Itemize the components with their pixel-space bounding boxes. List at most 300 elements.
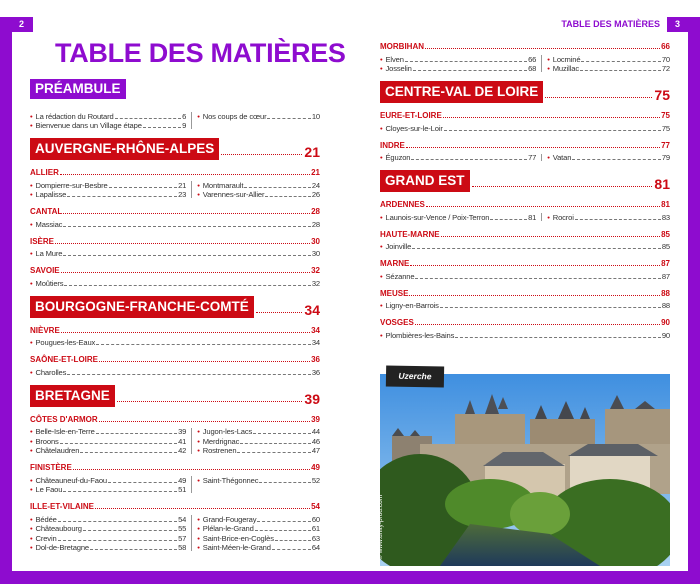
dot-leader (67, 374, 311, 375)
department-heading[interactable] (30, 166, 320, 177)
entry-page: 47 (311, 446, 320, 455)
dot-leader (581, 61, 660, 62)
entry-column-left (30, 514, 186, 552)
page-number-right: 3 (667, 17, 700, 32)
toc-entry[interactable] (547, 212, 670, 222)
department-page: 36 (311, 355, 320, 364)
dot-leader (143, 127, 181, 128)
bullet-icon: • (30, 543, 33, 552)
entry-name: Montmarault (202, 180, 244, 190)
dot-leader (240, 443, 311, 444)
department-title: MARNE (380, 259, 410, 268)
department-title: FINISTÈRE (30, 463, 72, 472)
entry-page: 39 (178, 427, 187, 436)
department-title: NIÈVRE (30, 325, 60, 335)
entry-name: Josselin (385, 64, 412, 73)
entry-list (380, 54, 670, 73)
toc-entry[interactable] (197, 180, 320, 190)
toc-entry[interactable] (197, 446, 320, 456)
dot-leader (272, 549, 311, 550)
bullet-icon: • (30, 219, 33, 229)
column-divider (541, 213, 542, 221)
department-heading[interactable] (380, 228, 670, 239)
entry-page: 72 (661, 64, 670, 73)
department-title: CANTAL (30, 207, 63, 216)
entry-page: 49 (178, 475, 187, 485)
page-title: TABLE DES MATIÈRES (55, 38, 346, 68)
department-heading[interactable] (380, 109, 670, 120)
column-divider (541, 154, 542, 162)
dot-leader (575, 219, 661, 220)
dot-leader (67, 196, 177, 197)
bullet-icon: • (547, 212, 550, 222)
entry-column (30, 249, 320, 259)
dot-leader (96, 433, 177, 434)
entry-list (30, 278, 320, 288)
toc-entry[interactable] (30, 524, 186, 534)
entry-page: 21 (178, 180, 187, 190)
department-title: SAÔNE-ET-LOIRE (30, 355, 99, 364)
dot-leader (275, 540, 311, 541)
entry-page: 68 (528, 64, 537, 73)
entry-page: 34 (311, 338, 320, 347)
region-heading[interactable] (30, 296, 320, 318)
entry-page: 63 (311, 533, 320, 543)
entry-name: Rostrenen (202, 446, 237, 455)
entry-list (380, 153, 670, 163)
entry-name: Saint-Méen-le-Grand (202, 543, 271, 552)
toc-entry[interactable] (197, 524, 320, 534)
entry-name: Moûtiers (35, 278, 64, 288)
entry-name: Jugon-les-Lacs (202, 427, 253, 436)
department-page: 49 (311, 463, 320, 472)
entry-name: Éguzon (385, 153, 411, 162)
dot-leader (443, 117, 660, 118)
dot-leader (115, 118, 182, 119)
entry-name: Merdrignac (202, 436, 240, 446)
department-page: 81 (661, 200, 670, 209)
entry-column-right (197, 475, 320, 494)
entry-name: Muzillac (552, 64, 579, 73)
entry-column-left (30, 427, 186, 456)
toc-entry[interactable] (197, 190, 320, 200)
dot-leader (405, 61, 527, 62)
entry-name: Lapalisse (35, 190, 67, 199)
dot-leader (99, 361, 310, 362)
entry-page: 60 (311, 514, 320, 524)
department-title: EURE-ET-LOIRE (380, 111, 442, 120)
bullet-icon: • (197, 427, 200, 436)
dot-leader (60, 174, 310, 175)
bullet-icon: • (197, 514, 200, 524)
entry-list (380, 330, 670, 340)
entry-page: 79 (661, 153, 670, 162)
toc-entry[interactable] (380, 242, 670, 252)
department-title: ILLE-ET-VILAINE (30, 502, 94, 511)
entry-column-right (547, 54, 670, 73)
dot-leader (265, 196, 311, 197)
bullet-icon: • (197, 436, 200, 446)
bullet-icon: • (197, 524, 200, 533)
department-title: INDRE (380, 140, 405, 150)
column-divider (191, 428, 192, 455)
dot-leader (455, 337, 661, 338)
dot-leader (58, 540, 178, 541)
running-head: TABLE DES MATIÈRES (561, 19, 660, 29)
dot-leader (61, 272, 310, 273)
entry-page: 61 (311, 524, 320, 533)
entry-page: 32 (311, 278, 320, 288)
department-title: ISÈRE (30, 236, 55, 246)
region-title: BRETAGNE (30, 385, 115, 407)
department-page: 30 (311, 236, 320, 246)
dot-leader (440, 307, 661, 308)
bullet-icon: • (197, 543, 200, 552)
dot-leader (95, 508, 310, 509)
department-heading[interactable] (380, 316, 670, 327)
entry-page: 90 (661, 330, 670, 340)
toc-entry[interactable] (30, 475, 186, 485)
entry-page: 46 (311, 436, 320, 446)
toc-entry[interactable] (30, 514, 186, 524)
bullet-icon: • (547, 153, 550, 162)
entry-page: 42 (178, 446, 187, 455)
entry-list (380, 242, 670, 252)
entry-page: 52 (311, 475, 320, 485)
toc-entry[interactable] (30, 367, 320, 377)
entry-list (380, 212, 670, 222)
entry-column-left (380, 212, 536, 222)
entry-page: 36 (311, 367, 320, 377)
dot-leader (580, 70, 661, 71)
entry-name: Broons (35, 436, 59, 446)
toc-entry[interactable] (30, 427, 186, 437)
toc-entry[interactable] (547, 54, 670, 64)
entry-column-right (197, 514, 320, 552)
bullet-icon: • (30, 190, 33, 199)
department-page: 90 (661, 318, 670, 327)
dot-leader (415, 278, 660, 279)
entry-list (30, 427, 320, 456)
entry-list (30, 180, 320, 199)
toc-entry[interactable] (380, 54, 536, 64)
dot-leader (63, 491, 177, 492)
toc-entry[interactable] (547, 64, 670, 74)
dot-leader (221, 154, 302, 155)
section-preambule: PRÉAMBULE (30, 79, 126, 99)
toc-entry[interactable] (197, 475, 320, 485)
entry-name: Sézanne (385, 271, 415, 281)
entry-column (380, 123, 670, 133)
entry-name: Bédée (35, 514, 57, 524)
dot-leader (490, 219, 527, 220)
entry-name: Joinville (385, 242, 412, 251)
bullet-icon: • (197, 533, 200, 543)
department-heading[interactable] (30, 461, 320, 472)
dot-leader (410, 265, 660, 266)
bullet-icon: • (30, 533, 33, 543)
region-heading[interactable] (380, 81, 670, 103)
bullet-icon: • (197, 111, 200, 121)
department-heading[interactable] (380, 198, 670, 209)
region-title: GRAND EST (380, 170, 470, 192)
column-divider (191, 515, 192, 551)
bullet-icon: • (197, 190, 200, 199)
entry-name: Châteauneuf-du-Faou (35, 475, 107, 485)
entry-page: 83 (661, 212, 670, 222)
dot-leader (411, 159, 527, 160)
bullet-icon: • (30, 249, 33, 258)
dot-leader (109, 187, 177, 188)
toc-entry[interactable] (30, 543, 186, 553)
dot-leader (425, 48, 660, 49)
entry-column-left (30, 475, 186, 494)
department-title: HAUTE-MARNE (380, 229, 440, 239)
department-heading[interactable] (380, 139, 670, 150)
column-divider (191, 476, 192, 493)
entry-list (30, 338, 320, 348)
entry-page: 23 (178, 190, 187, 199)
photo-credit: © www.unity-prod.com (377, 494, 384, 560)
entry-name: Vatan (552, 153, 572, 162)
toc-entry[interactable] (30, 190, 186, 200)
dot-leader (259, 482, 311, 483)
region-page: 21 (304, 144, 320, 160)
department-heading[interactable] (30, 500, 320, 511)
toc-entry[interactable] (380, 330, 670, 340)
department-page: 32 (311, 266, 320, 275)
toc-entry[interactable] (30, 446, 186, 456)
region-title: BOURGOGNE-FRANCHE-COMTÉ (30, 296, 254, 318)
dot-leader (253, 433, 311, 434)
region-page: 81 (654, 176, 670, 192)
entry-name: La rédaction du Routard (35, 111, 114, 121)
toc-entry[interactable] (30, 278, 320, 288)
bullet-icon: • (197, 475, 200, 485)
entry-list (380, 301, 670, 311)
bullet-icon: • (197, 446, 200, 455)
toc-entry[interactable] (30, 436, 186, 446)
entry-list (30, 475, 320, 494)
department-heading[interactable] (380, 287, 670, 298)
page-number-left: 2 (0, 17, 33, 32)
entry-list (380, 123, 670, 133)
department-page: 39 (311, 414, 320, 424)
entry-page: 87 (661, 271, 670, 281)
entry-name: Saint-Brice-en-Coglès (202, 533, 274, 543)
toc-left-column (30, 79, 320, 558)
entry-page: 41 (178, 436, 187, 446)
bullet-icon: • (30, 367, 33, 377)
entry-name: Massiac (35, 219, 63, 229)
dot-leader (426, 206, 660, 207)
dot-leader (444, 130, 661, 131)
department-title: MEUSE (380, 288, 409, 298)
entry-name: Le Faou (35, 485, 63, 494)
department-page: 66 (661, 42, 670, 51)
department-page: 85 (661, 229, 670, 239)
entry-name: Crevin (35, 533, 57, 543)
department-heading[interactable] (380, 257, 670, 268)
toc-entry[interactable] (380, 123, 670, 133)
department-heading[interactable] (30, 413, 320, 424)
entry-page: 55 (178, 524, 187, 533)
bullet-icon: • (30, 446, 33, 455)
toc-entry[interactable] (30, 249, 320, 259)
entry-name: Locminé (552, 54, 581, 64)
department-heading[interactable] (30, 205, 320, 216)
entry-column (30, 338, 320, 348)
department-title: MORBIHAN (380, 42, 424, 51)
entry-name: Saint-Thégonnec (202, 475, 259, 485)
region-page: 39 (304, 390, 320, 407)
department-heading[interactable] (30, 324, 320, 335)
entry-page: 9 (182, 121, 187, 130)
bullet-icon: • (30, 436, 33, 446)
entry-name: Ligny-en-Barrois (385, 301, 439, 310)
entry-column-right (547, 212, 670, 222)
dot-leader (63, 255, 311, 256)
entry-page: 85 (661, 242, 670, 251)
entry-page: 6 (182, 111, 187, 121)
toc-entry[interactable] (30, 121, 186, 131)
region-heading[interactable] (30, 138, 320, 160)
entry-page: 77 (528, 153, 537, 162)
entry-name: Nos coups de cœur (202, 111, 267, 121)
region-heading[interactable] (380, 170, 670, 192)
department-page: 54 (311, 502, 320, 511)
toc-entry[interactable] (380, 64, 536, 74)
photo-uzerche (380, 374, 670, 566)
entry-name: La Mure (35, 249, 63, 258)
bullet-icon: • (380, 64, 383, 73)
bullet-icon: • (380, 153, 383, 162)
entry-page: 75 (661, 123, 670, 133)
toc-entry[interactable] (30, 338, 320, 348)
dot-leader (83, 530, 177, 531)
dot-leader (61, 332, 310, 333)
bullet-icon: • (380, 330, 383, 340)
bottom-bar (0, 571, 700, 584)
bullet-icon: • (380, 242, 383, 251)
entry-name: Cloyes-sur-le-Loir (385, 123, 443, 133)
entry-name: Bienvenue dans un Village étape (35, 121, 142, 130)
toc-entry[interactable] (197, 514, 320, 524)
dot-leader (267, 118, 310, 119)
bullet-icon: • (380, 212, 383, 222)
dot-leader (80, 452, 177, 453)
entry-list (380, 271, 670, 281)
entry-column-left (380, 54, 536, 73)
entry-page: 44 (311, 427, 320, 436)
entry-column (380, 271, 670, 281)
toc-entry[interactable] (380, 271, 670, 281)
toc-entry[interactable] (197, 533, 320, 543)
entry-page: 81 (528, 212, 537, 222)
entry-column-left (30, 180, 186, 199)
region-title: AUVERGNE-RHÔNE-ALPES (30, 138, 219, 160)
department-heading[interactable] (30, 264, 320, 275)
dot-leader (60, 443, 177, 444)
dot-leader (413, 70, 527, 71)
bullet-icon: • (380, 271, 383, 281)
entry-page: 70 (661, 54, 670, 64)
toc-entry[interactable] (197, 427, 320, 437)
left-margin-bar (0, 17, 12, 584)
region-heading[interactable] (30, 385, 320, 407)
entry-name: Charolles (35, 367, 67, 377)
entry-column (30, 219, 320, 229)
department-title: ALLIER (30, 168, 59, 177)
dot-leader (255, 530, 311, 531)
dot-leader (90, 549, 177, 550)
entry-page: 10 (311, 111, 320, 121)
dot-leader (257, 521, 310, 522)
entry-column (380, 242, 670, 252)
entry-name: Dompierre-sur-Besbre (35, 180, 108, 190)
department-heading[interactable] (30, 353, 320, 364)
entry-page: 64 (311, 543, 320, 552)
right-margin-bar (688, 32, 700, 584)
entry-page: 51 (178, 485, 187, 494)
toc-entry[interactable] (30, 485, 186, 495)
toc-entry[interactable] (547, 153, 670, 163)
entry-page: 57 (178, 533, 187, 543)
department-heading[interactable] (30, 235, 320, 246)
bullet-icon: • (30, 485, 33, 494)
entry-list (30, 514, 320, 552)
toc-entry[interactable] (380, 153, 536, 163)
entry-column-left (30, 111, 186, 130)
toc-entry[interactable] (30, 111, 186, 121)
entry-list (30, 249, 320, 259)
entry-page: 58 (178, 543, 187, 552)
bullet-icon: • (30, 514, 33, 524)
toc-entry[interactable] (30, 219, 320, 229)
toc-entry[interactable] (197, 111, 320, 121)
region-title: CENTRE-VAL DE LOIRE (380, 81, 543, 103)
dot-leader (55, 243, 310, 244)
department-page: 34 (311, 325, 320, 335)
toc-entry[interactable] (197, 543, 320, 553)
department-heading[interactable] (380, 40, 670, 51)
entry-list (30, 111, 320, 130)
entry-page: 54 (178, 514, 187, 524)
bullet-icon: • (380, 123, 383, 133)
entry-column-left (380, 153, 536, 163)
entry-name: Pougues-les-Eaux (35, 338, 96, 347)
department-page: 88 (661, 288, 670, 298)
dot-leader (472, 186, 653, 187)
region-page: 75 (654, 87, 670, 103)
toc-entry[interactable] (380, 212, 536, 222)
entry-column (30, 278, 320, 288)
bullet-icon: • (380, 301, 383, 310)
entry-page: 24 (311, 180, 320, 190)
dot-leader (99, 421, 310, 422)
bullet-icon: • (30, 121, 33, 130)
toc-entry[interactable] (380, 301, 670, 311)
entry-name: Grand-Fougeray (202, 514, 257, 524)
bullet-icon: • (30, 475, 33, 485)
department-title: VOSGES (380, 318, 414, 327)
toc-entry[interactable] (197, 436, 320, 446)
toc-entry[interactable] (30, 533, 186, 543)
department-page: 75 (661, 111, 670, 120)
toc-entry[interactable] (30, 180, 186, 190)
dot-leader (63, 213, 310, 214)
entry-page: 28 (311, 219, 320, 229)
